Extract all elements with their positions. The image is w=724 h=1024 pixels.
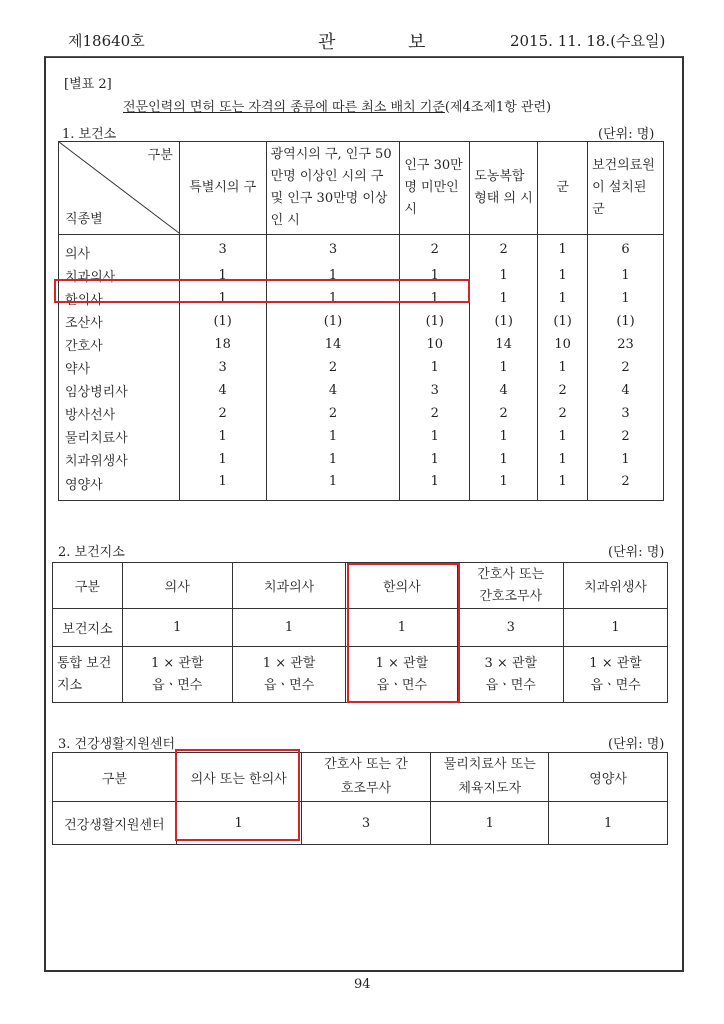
table-row	[59, 402, 664, 425]
table-row	[59, 356, 664, 379]
cell: 2	[588, 471, 664, 500]
cell: 1	[538, 287, 588, 310]
cell: 1	[470, 356, 538, 379]
section2-unit: (단위: 명)	[608, 545, 665, 560]
cell: 2	[470, 235, 538, 265]
cell: 1	[431, 802, 549, 845]
issue-number: 제18640호	[68, 32, 145, 50]
table-row	[59, 379, 664, 402]
cell: (1)	[179, 310, 266, 333]
gazette-title-left: 관	[318, 32, 336, 53]
cell: 1	[400, 448, 470, 471]
cell: 10	[538, 333, 588, 356]
header-cell: 물리치료사 또는 체육지도자	[431, 753, 549, 802]
document-title	[123, 96, 551, 115]
cell: 2	[470, 402, 538, 425]
cell: 1	[266, 264, 400, 287]
cell: 4	[179, 379, 266, 402]
table-row	[59, 333, 664, 356]
table-row	[53, 802, 668, 845]
cell: (1)	[470, 310, 538, 333]
highlight-box-doctor-column	[175, 749, 300, 841]
header-cell: 간호사 또는 간호조무사	[301, 753, 431, 802]
cell: 3	[458, 609, 564, 647]
header-cell: 광역시의 구, 인구 50만명 이상인 시의 구 및 인구 30만명 이상인 시	[266, 142, 400, 235]
header-cell: 도농복합 형태 의 시	[470, 142, 538, 235]
cell: 23	[588, 333, 664, 356]
cell: 3 × 관할 읍ㆍ면수	[458, 647, 564, 703]
cell: 1	[122, 609, 232, 647]
cell: 10	[400, 333, 470, 356]
row-label: 보건지소	[53, 609, 123, 647]
cell: 2	[266, 402, 400, 425]
cell: 1	[266, 471, 400, 500]
cell: 1	[176, 802, 301, 845]
row-label: 약사	[65, 362, 91, 377]
cell: 1	[538, 264, 588, 287]
header-cell: 특별시의 구	[179, 142, 266, 235]
cell: 1	[179, 448, 266, 471]
cell: 1	[179, 264, 266, 287]
cell: 1	[470, 448, 538, 471]
cell: 1	[179, 287, 266, 310]
cell: 1	[538, 235, 588, 265]
cell: 1 × 관할 읍ㆍ면수	[122, 647, 232, 703]
table-row	[59, 425, 664, 448]
cell: 2	[538, 402, 588, 425]
cell: 4	[266, 379, 400, 402]
section1-heading: 1. 보건소	[62, 127, 117, 142]
cell: 2	[538, 379, 588, 402]
cell: 3	[179, 356, 266, 379]
cell: 1	[538, 356, 588, 379]
header-cell: 의사	[122, 563, 232, 609]
section3-unit: (단위: 명)	[608, 737, 665, 752]
cell: 2	[266, 356, 400, 379]
annex-label: [별표 2]	[64, 77, 112, 92]
header-cell: 영양사	[549, 753, 668, 802]
cell: 1	[588, 264, 664, 287]
table-row	[59, 448, 664, 471]
row-label: 영양사	[65, 478, 103, 493]
header-cell: 치과위생사	[564, 563, 668, 609]
highlight-box-haneuisa-column	[347, 563, 460, 703]
cell: 1	[400, 287, 470, 310]
row-label: 조산사	[65, 316, 103, 331]
cell: 1	[538, 425, 588, 448]
row-label: 방사선사	[65, 408, 116, 423]
cell: 1	[266, 287, 400, 310]
cell: (1)	[588, 310, 664, 333]
cell: 1	[400, 264, 470, 287]
section1-unit: (단위: 명)	[598, 127, 655, 142]
cell: 1	[179, 471, 266, 500]
cell: 3	[179, 235, 266, 265]
table-row	[59, 471, 664, 500]
cell: 14	[266, 333, 400, 356]
cell: 1	[266, 425, 400, 448]
row-label: 통합 보건 지소	[53, 647, 123, 703]
cell: 1	[588, 448, 664, 471]
table-row	[59, 235, 664, 265]
header-cell: 치과의사	[232, 563, 346, 609]
cell: 2	[400, 402, 470, 425]
cell: 3	[400, 379, 470, 402]
header-cell: 간호사 또는 간호조무사	[458, 563, 564, 609]
cell: 3	[266, 235, 400, 265]
cell: 14	[470, 333, 538, 356]
cell: 1	[549, 802, 668, 845]
issue-date: 2015. 11. 18.(수요일)	[510, 32, 666, 50]
cell: 1 × 관할 읍ㆍ면수	[346, 647, 458, 703]
row-label: 물리치료사	[65, 431, 128, 446]
cell: (1)	[266, 310, 400, 333]
cell: 2	[588, 356, 664, 379]
header-cell: 군	[538, 142, 588, 235]
cell: 1	[588, 287, 664, 310]
cell: 18	[179, 333, 266, 356]
cell: 1	[346, 609, 458, 647]
header-cell: 구분	[53, 563, 123, 609]
cell: 1	[564, 609, 668, 647]
cell: 2	[179, 402, 266, 425]
cell: 1	[232, 609, 346, 647]
cell: 1	[179, 425, 266, 448]
gazette-title-right: 보	[408, 32, 426, 53]
header-cell: 한의사	[346, 563, 458, 609]
corner-top-label: 구분	[147, 148, 173, 163]
row-label: 의사	[65, 247, 91, 262]
cell: 6	[588, 235, 664, 265]
cell: 1	[538, 471, 588, 500]
cell: (1)	[400, 310, 470, 333]
section3-heading: 3. 건강생활지원센터	[58, 737, 175, 752]
cell: 2	[400, 235, 470, 265]
page-number: 94	[354, 977, 371, 992]
header-cell: 인구 30만명 미만인 시	[400, 142, 470, 235]
cell: 4	[588, 379, 664, 402]
row-label: 한의사	[65, 293, 103, 308]
cell: 1	[538, 448, 588, 471]
cell: 1	[266, 448, 400, 471]
cell: 1	[400, 356, 470, 379]
cell: 1	[470, 471, 538, 500]
document-title-main: 전문인력의 면허 또는 자격의 종류에 따른 최소 배치 기준	[123, 100, 445, 115]
row-label: 임상병리사	[65, 385, 128, 400]
row-label: 건강생활지원센터	[53, 802, 177, 845]
cell: 2	[588, 425, 664, 448]
cell: 1	[400, 425, 470, 448]
cell: 1 × 관할 읍ㆍ면수	[564, 647, 668, 703]
section2-heading: 2. 보건지소	[58, 545, 125, 560]
cell: 1	[470, 287, 538, 310]
highlight-box-haneuisa-row	[54, 279, 470, 303]
header-cell: 의사 또는 한의사	[176, 753, 301, 802]
cell: 1	[470, 425, 538, 448]
corner-diagonal	[58, 141, 180, 234]
corner-bottom-label: 직종별	[65, 212, 103, 227]
header-cell: 구분	[53, 753, 177, 802]
cell: 3	[301, 802, 431, 845]
cell: 3	[588, 402, 664, 425]
row-label: 간호사	[65, 339, 103, 354]
cell: 1 × 관할 읍ㆍ면수	[232, 647, 346, 703]
cell: 1	[400, 471, 470, 500]
document-title-ref: (제4조제1항 관련)	[444, 100, 552, 115]
row-label: 치과위생사	[65, 454, 128, 469]
row-label: 치과의사	[65, 270, 116, 285]
table-row	[59, 310, 664, 333]
header-cell: 보건의료원이 설치된 군	[588, 142, 664, 235]
cell: 1	[470, 264, 538, 287]
cell: (1)	[538, 310, 588, 333]
cell: 4	[470, 379, 538, 402]
section3-table	[52, 752, 668, 845]
